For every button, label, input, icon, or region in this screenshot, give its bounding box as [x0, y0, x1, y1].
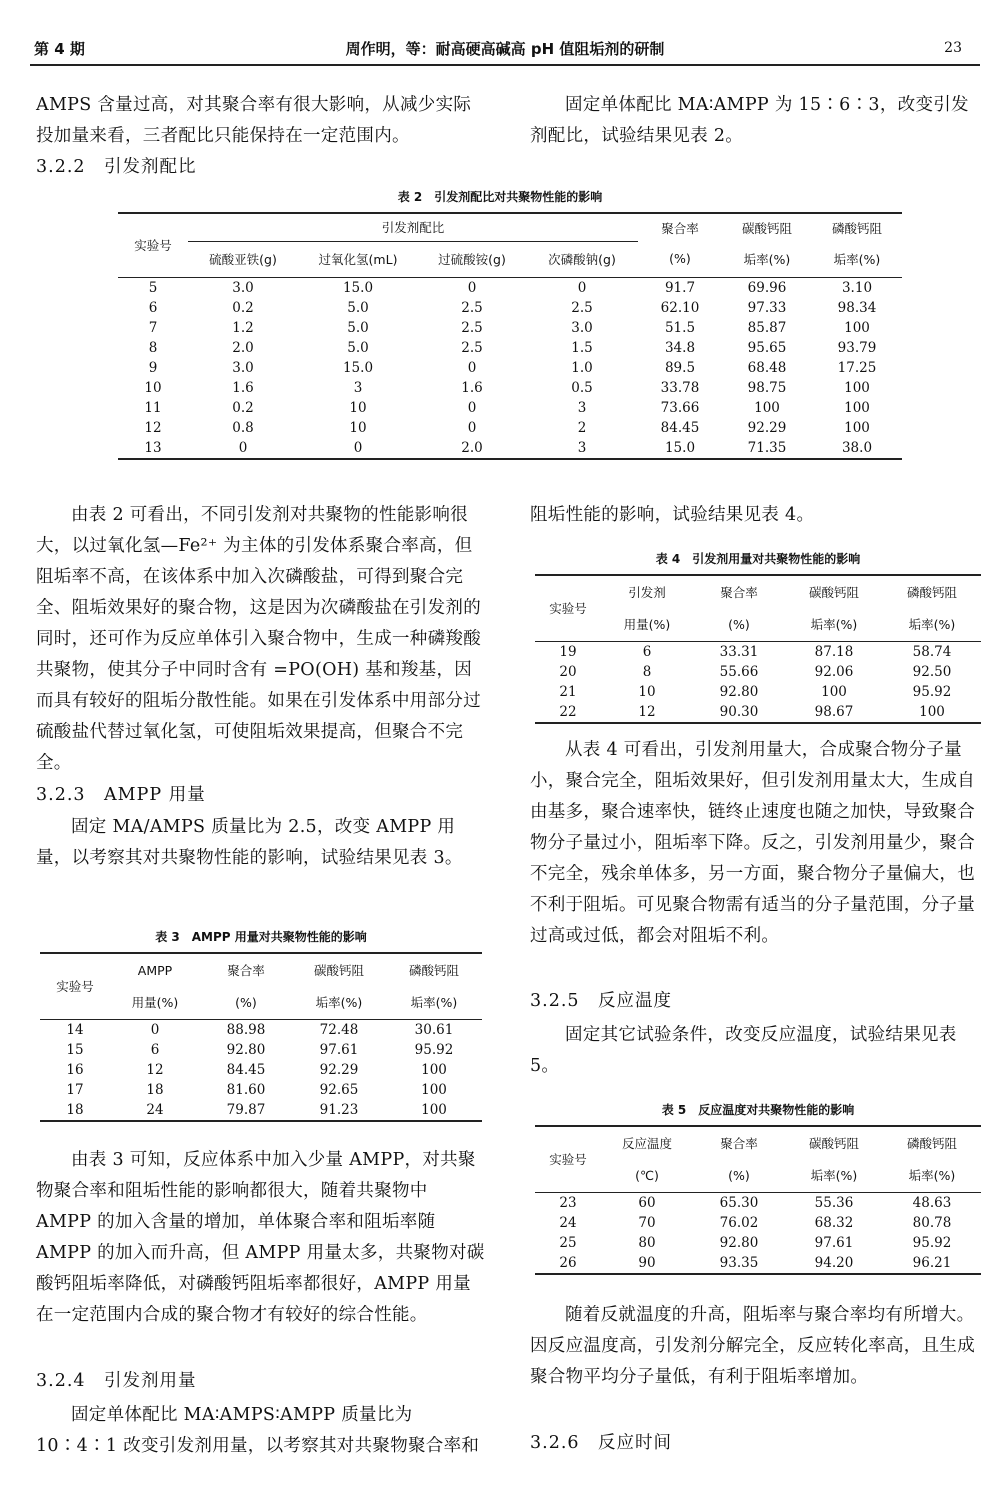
right-intro-paragraph: 固定单体配比 MA∶AMPP 为 15∶6∶3，改变引发剂配比，试验结果见表 2。 [530, 95, 969, 146]
table-cell: 0 [467, 399, 477, 416]
table-cell: 100 [421, 1081, 447, 1098]
table-cell: 38.0 [841, 439, 873, 456]
table2 [118, 212, 902, 460]
table-cell: 5 [148, 279, 158, 296]
table-cell: 92.06 [814, 663, 854, 680]
table-cell: 55.66 [719, 663, 759, 680]
left-table3-discussion: 由表 3 可知，反应体系中加入少量 AMPP，对共聚物聚合率和阻垢性能的影响都很大，随着共聚物中 AMPP 的加入含量的增加，单体聚合率和阻垢率随 AMPP 的加入而升高，但 AMPP 用量太多，共聚物对碳酸钙阻垢率降低，对磷酸钙阻垢率都很好，AMPP 用量在一定范围内合成的聚合物才有较好的综合性能。 [36, 1150, 485, 1325]
table-cell: 71.35 [747, 439, 787, 456]
table-row [535, 641, 981, 662]
table5-header-phosphate: 磷酸钙阻 [906, 1136, 957, 1151]
table-cell: 79.87 [226, 1101, 266, 1118]
table-cell: 6 [150, 1041, 160, 1058]
table5-caption: 表 5 反应温度对共聚物性能的影响 [661, 1103, 855, 1117]
table-cell: 73.66 [660, 399, 700, 416]
table-cell: 2.0 [232, 339, 254, 356]
table-cell: 0 [353, 439, 363, 456]
table-cell: 1.0 [571, 359, 593, 376]
table-cell: 17.25 [837, 359, 877, 376]
table-row [118, 418, 902, 438]
right-table5-discussion: 随着反就温度的升高，阻垢率与聚合率均有所增大。因反应温度高，引发剂分解完全，反应转化率高，且生成聚合物平均分子量低，有利于阻垢率增加。 [530, 1305, 975, 1387]
table5-header-phosphate-unit: 垢率(%) [883, 1159, 981, 1192]
table-row [40, 1040, 482, 1060]
table-cell: 94.20 [814, 1254, 854, 1271]
table5 [535, 1125, 981, 1275]
table-cell: 15.0 [342, 279, 374, 296]
table4-header-caco3: 碳酸钙阻 [808, 585, 859, 600]
table-cell: 0.2 [232, 399, 254, 416]
table-cell: 12 [638, 703, 656, 720]
table-cell: 0.8 [232, 419, 254, 436]
table-cell: 7 [148, 319, 158, 336]
table-cell: 0 [467, 359, 477, 376]
table-cell: 89.5 [664, 359, 696, 376]
table5-header-poly-unit: (%) [693, 1159, 785, 1192]
table-cell: 100 [844, 419, 870, 436]
table2-header-phosphate-unit: 垢率(%) [812, 241, 902, 277]
table3-header-caco3-unit: 垢率(%) [292, 986, 386, 1019]
table-cell: 68.32 [814, 1214, 854, 1231]
running-title: 周作明，等：耐高硬高碱高 pH 值阻垢剂的研制 [345, 40, 665, 58]
table2-sub-h2o2: 过氧化氢(mL) [298, 241, 418, 277]
table-cell: 23 [559, 1194, 577, 1211]
table-cell: 95.92 [912, 683, 952, 700]
section-3-2-3-heading: 3.2.3 AMPP 用量 [36, 785, 206, 805]
table-cell: 69.96 [747, 279, 787, 296]
table-cell: 2.0 [461, 439, 483, 456]
table-cell: 100 [754, 399, 780, 416]
table4-header-caco3-unit: 垢率(%) [785, 608, 883, 641]
table-cell: 33.78 [660, 379, 700, 396]
table-cell: 76.02 [719, 1214, 759, 1231]
table-cell: 17 [66, 1081, 84, 1098]
table-cell: 11 [144, 399, 162, 416]
table-row [535, 1213, 981, 1233]
table-cell: 100 [844, 399, 870, 416]
table5-header-temp: 反应温度 [621, 1136, 672, 1151]
table-row [118, 338, 902, 358]
table-cell: 24 [559, 1214, 577, 1231]
table5-header-caco3-unit: 垢率(%) [785, 1159, 883, 1192]
table-cell: 1.6 [461, 379, 483, 396]
table5-header-no: 实验号 [535, 1126, 601, 1192]
table-cell: 2 [577, 419, 587, 436]
table5-header-caco3: 碳酸钙阻 [808, 1136, 859, 1151]
table-row [118, 358, 902, 378]
table-cell: 1.5 [571, 339, 593, 356]
right-table4-discussion: 从表 4 可看出，引发剂用量大，合成聚合物分子量小，聚合完全，阻垢效果好，但引发剂用量太大，生成自由基多，聚合速率快，链终止速度也随之加快，导致聚合物分子量过小，阻垢率下降。反之，引发剂用量少，聚合不完全，残余单体多，另一方面，聚合物分子量偏大，也不利于阻垢。可见聚合物需有适当的分子量范围，分子量过高或过低，都会对阻垢不利。 [530, 740, 975, 946]
table-row [40, 1080, 482, 1100]
table-cell: 1.6 [232, 379, 254, 396]
left-table2-discussion: 由表 2 可看出，不同引发剂对共聚物的性能影响很大，以过氧化氢—Fe²⁺ 为主体的引发体系聚合率高，但阻垢率不高，在该体系中加入次磷酸盐，可得到聚合完全、阻垢效果好的聚合物，这是因为次磷酸盐在引发剂的同时，还可作为反应单体引入聚合物中，生成一种磷羧酸共聚物，使其分子中同时含有 =PO(OH) 基和羧基，因而具有较好的阻垢分散性能。如果在引发体系中用部分过硫酸盐代替过氧化氢，可使阻垢效果提高，但聚合不完全。 [36, 505, 481, 773]
table-cell: 3.0 [232, 279, 254, 296]
table-cell: 0 [150, 1021, 160, 1038]
issue-number: 第 4 期 [34, 40, 85, 58]
table-cell: 33.31 [719, 643, 759, 660]
table-cell: 92.80 [719, 1234, 759, 1251]
table-cell: 80.78 [912, 1214, 952, 1231]
table4-caption: 表 4 引发剂用量对共聚物性能的影响 [655, 552, 861, 566]
table-cell: 92.80 [226, 1041, 266, 1058]
table-cell: 80 [638, 1234, 656, 1251]
section-3-2-6-heading: 3.2.6 反应时间 [530, 1433, 673, 1453]
table-row [535, 682, 981, 702]
table-cell: 96.21 [912, 1254, 952, 1271]
table-cell: 68.48 [747, 359, 787, 376]
table-cell: 16 [66, 1061, 84, 1078]
table-cell: 95.92 [912, 1234, 952, 1251]
table-cell: 62.10 [660, 299, 700, 316]
table-cell: 24 [146, 1101, 164, 1118]
section-3-2-4-heading: 3.2.4 引发剂用量 [36, 1371, 197, 1391]
table-cell: 92.50 [912, 663, 952, 680]
table2-body [118, 277, 902, 459]
table-row [535, 702, 981, 723]
table5-header-poly: 聚合率 [720, 1136, 758, 1151]
table4-body [535, 641, 981, 723]
table-cell: 93.79 [837, 339, 877, 356]
table3 [40, 952, 482, 1122]
table3-body [40, 1019, 482, 1121]
table-cell: 10 [349, 399, 367, 416]
table-row [535, 662, 981, 682]
table-cell: 3 [353, 379, 363, 396]
table4-header-no: 实验号 [535, 575, 601, 641]
table2-sub-nahp: 次磷酸钠(g) [526, 241, 638, 277]
table-cell: 58.74 [912, 643, 952, 660]
table-cell: 60 [638, 1194, 656, 1211]
table3-header-phosphate-unit: 垢率(%) [386, 986, 482, 1019]
table-row [535, 1253, 981, 1274]
left-intro-paragraph: AMPS 含量过高，对其聚合率有很大影响，从减少实际投加量来看，三者配比只能保持在一定范围内。 [36, 95, 472, 146]
table-cell: 3.10 [841, 279, 873, 296]
table3-header-ampp-unit: 用量(%) [110, 986, 200, 1019]
table4 [535, 574, 981, 724]
table-cell: 55.36 [814, 1194, 854, 1211]
table-cell: 97.61 [319, 1041, 359, 1058]
table3-header-ampp: AMPP [137, 962, 173, 978]
table-cell: 15.0 [664, 439, 696, 456]
table-cell: 84.45 [660, 419, 700, 436]
table-cell: 19 [559, 643, 577, 660]
right-section-3-2-5-paragraph: 固定其它试验条件，改变反应温度，试验结果见表 5。 [530, 1025, 957, 1076]
table-cell: 100 [919, 703, 945, 720]
table-cell: 95.92 [414, 1041, 454, 1058]
table-cell: 14 [66, 1021, 84, 1038]
table5-body [535, 1192, 981, 1274]
table-cell: 100 [821, 683, 847, 700]
table-cell: 18 [66, 1101, 84, 1118]
table-cell: 100 [844, 379, 870, 396]
table-cell: 12 [146, 1061, 164, 1078]
table4-header-phosphate-unit: 垢率(%) [883, 608, 981, 641]
table4-header-poly-unit: (%) [693, 608, 785, 641]
table-cell: 10 [144, 379, 162, 396]
table-cell: 100 [844, 319, 870, 336]
table-cell: 22 [559, 703, 577, 720]
table-row [535, 1192, 981, 1213]
table-cell: 98.67 [814, 703, 854, 720]
table-cell: 92.29 [319, 1061, 359, 1078]
table-cell: 26 [559, 1254, 577, 1271]
table-cell: 3.0 [232, 359, 254, 376]
page-header [30, 36, 980, 66]
table4-header-initiator-unit: 用量(%) [601, 608, 693, 641]
left-section-3-2-4-paragraph: 固定单体配比 MA∶AMPS∶AMPP 质量比为 10∶4∶1 改变引发剂用量，以考察其对共聚物聚合率和 [36, 1405, 480, 1456]
table3-header-phosphate: 磷酸钙阻 [408, 963, 459, 978]
table-cell: 25 [559, 1234, 577, 1251]
table3-header-poly-unit: (%) [200, 986, 292, 1019]
table-cell: 2.5 [461, 319, 483, 336]
table-cell: 20 [559, 663, 577, 680]
table-cell: 30.61 [414, 1021, 454, 1038]
table2-header-initiator: 引发剂配比 [188, 213, 638, 241]
table-cell: 90.30 [719, 703, 759, 720]
table-cell: 92.29 [747, 419, 787, 436]
table-cell: 18 [146, 1081, 164, 1098]
table-cell: 97.33 [747, 299, 787, 316]
section-3-2-2-heading: 3.2.2 引发剂配比 [36, 157, 197, 177]
table-cell: 0.5 [571, 379, 593, 396]
table-cell: 92.80 [719, 683, 759, 700]
table-cell: 91.7 [664, 279, 696, 296]
table-cell: 10 [638, 683, 656, 700]
table-cell: 93.35 [719, 1254, 759, 1271]
table-row [535, 1233, 981, 1253]
table-cell: 0 [238, 439, 248, 456]
table-cell: 2.5 [461, 339, 483, 356]
table-row [40, 1100, 482, 1121]
table4-header-phosphate: 磷酸钙阻 [906, 585, 957, 600]
table2-header-no: 实验号 [118, 213, 188, 277]
table-cell: 65.30 [719, 1194, 759, 1211]
table-cell: 97.61 [814, 1234, 854, 1251]
table-cell: 98.34 [837, 299, 877, 316]
table-cell: 5.0 [347, 299, 369, 316]
table-cell: 12 [144, 419, 162, 436]
table3-caption: 表 3 AMPP 用量对共聚物性能的影响 [155, 930, 367, 944]
table-row [118, 318, 902, 338]
table-cell: 100 [421, 1061, 447, 1078]
table-cell: 5.0 [347, 339, 369, 356]
table-cell: 9 [148, 359, 158, 376]
table-row [40, 1060, 482, 1080]
table-cell: 3 [577, 399, 587, 416]
table-cell: 8 [642, 663, 652, 680]
table-cell: 1.2 [232, 319, 254, 336]
table-cell: 100 [421, 1101, 447, 1118]
table2-header-poly: 聚合率 [661, 220, 699, 236]
table-cell: 85.87 [747, 319, 787, 336]
table-cell: 84.45 [226, 1061, 266, 1078]
table2-header-phosphate: 磷酸钙阻 [831, 220, 882, 236]
table-cell: 0 [467, 279, 477, 296]
table-cell: 6 [642, 643, 652, 660]
table-cell: 48.63 [912, 1194, 952, 1211]
table-cell: 81.60 [226, 1081, 266, 1098]
table-cell: 5.0 [347, 319, 369, 336]
table5-header-temp-unit: (℃) [601, 1159, 693, 1192]
page-number: 23 [944, 40, 962, 56]
table-cell: 51.5 [664, 319, 696, 336]
table3-header-no: 实验号 [40, 953, 110, 1019]
table4-header-poly: 聚合率 [720, 585, 758, 600]
table-cell: 88.98 [226, 1021, 266, 1038]
table3-header-caco3: 碳酸钙阻 [313, 963, 364, 978]
right-continued-paragraph: 阻垢性能的影响，试验结果见表 4。 [530, 505, 815, 525]
table2-sub-feso4: 硫酸亚铁(g) [188, 241, 298, 277]
table4-header-initiator: 引发剂 [628, 585, 666, 600]
table-cell: 8 [148, 339, 158, 356]
table-row [118, 438, 902, 459]
table2-header-poly-unit: (%) [638, 241, 722, 277]
table-cell: 13 [144, 439, 162, 456]
table-cell: 2.5 [571, 299, 593, 316]
table-cell: 90 [638, 1254, 656, 1271]
table3-header-poly: 聚合率 [227, 963, 265, 978]
table-cell: 10 [349, 419, 367, 436]
table-cell: 70 [638, 1214, 656, 1231]
table-cell: 15 [66, 1041, 84, 1058]
table-row [118, 398, 902, 418]
table-cell: 3.0 [571, 319, 593, 336]
table-cell: 2.5 [461, 299, 483, 316]
table2-sub-aps: 过硫酸铵(g) [418, 241, 526, 277]
table-cell: 34.8 [664, 339, 696, 356]
table-row [40, 1019, 482, 1040]
table-cell: 95.65 [747, 339, 787, 356]
table-row [118, 378, 902, 398]
table2-caption: 表 2 引发剂配比对共聚物性能的影响 [397, 190, 603, 204]
table-row [118, 277, 902, 298]
table2-header-caco3-unit: 垢率(%) [722, 241, 812, 277]
table-cell: 21 [559, 683, 577, 700]
table-cell: 15.0 [342, 359, 374, 376]
table2-header-caco3: 碳酸钙阻 [741, 220, 792, 236]
table-row [118, 298, 902, 318]
left-section-3-2-3-paragraph: 固定 MA/AMPS 质量比为 2.5，改变 AMPP 用量，以考察其对共聚物性能的影响，试验结果见表 3。 [36, 817, 463, 868]
table-cell: 0.2 [232, 299, 254, 316]
table-cell: 87.18 [814, 643, 854, 660]
table-cell: 91.23 [319, 1101, 359, 1118]
table-cell: 92.65 [319, 1081, 359, 1098]
table-cell: 0 [577, 279, 587, 296]
table-cell: 72.48 [319, 1021, 359, 1038]
section-3-2-5-heading: 3.2.5 反应温度 [530, 991, 673, 1011]
table-cell: 0 [467, 419, 477, 436]
table-cell: 98.75 [747, 379, 787, 396]
table-cell: 6 [148, 299, 158, 316]
table-cell: 3 [577, 439, 587, 456]
